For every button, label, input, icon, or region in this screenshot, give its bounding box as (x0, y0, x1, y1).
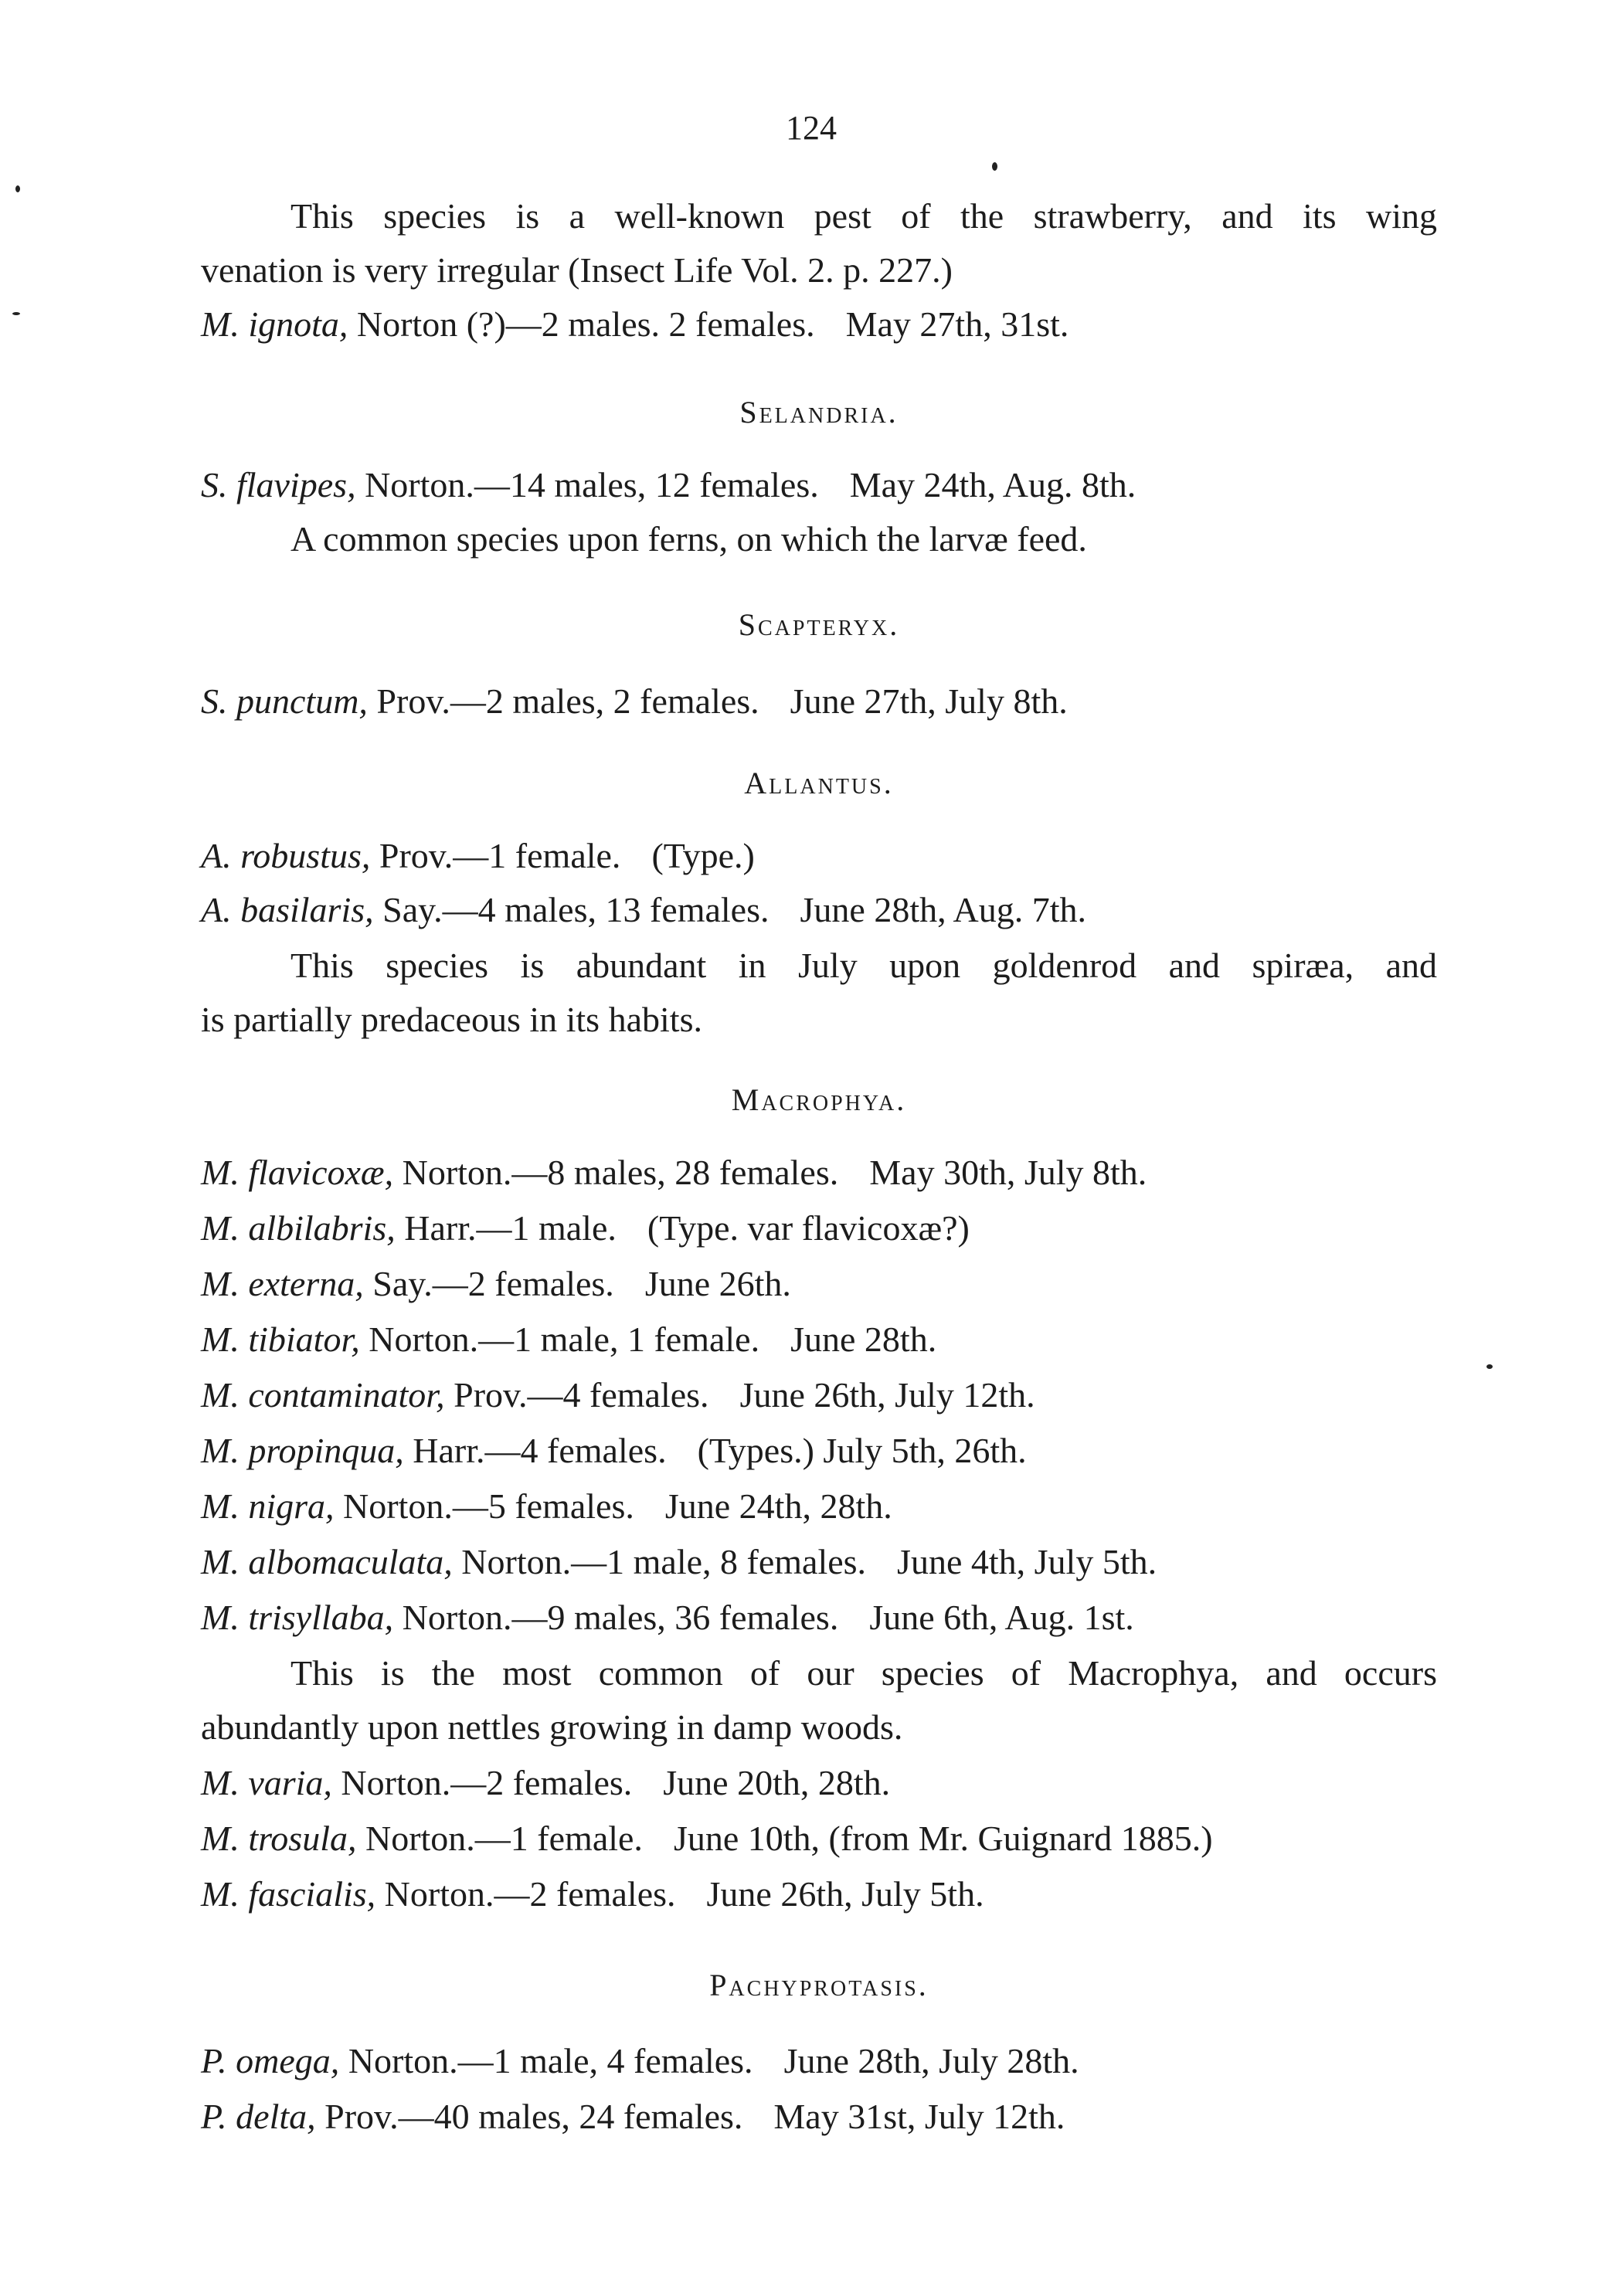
species-entry (201, 1262, 791, 1306)
species-entry (201, 303, 1069, 346)
entry-dates: May 30th, July 8th. (869, 1153, 1147, 1192)
taxon-name: M. externa, (201, 1264, 364, 1303)
entry-dates: May 27th, 31st. (845, 304, 1069, 344)
taxon-name: S. flavipes, (201, 465, 356, 504)
entry-dates: June 24th, 28th. (664, 1486, 892, 1526)
entry-count: Norton.—9 males, 36 females. (393, 1598, 839, 1637)
entry-dates: May 31st, July 12th. (773, 2097, 1065, 2136)
entry-count: Norton.—1 female. (356, 1819, 643, 1858)
species-entry (201, 1151, 1147, 1194)
paragraph-line: This species is abundant in July upon goldenrod and spiræa, and (290, 946, 1437, 985)
entry-count: Norton.—1 male, 1 female. (359, 1320, 760, 1359)
entry-count: Prov.—1 female. (370, 836, 621, 875)
scan-speck (992, 162, 997, 171)
taxon-name: M. propinqua, (201, 1431, 404, 1470)
taxon-name: S. punctum, (201, 681, 368, 721)
entry-count: Prov.—40 males, 24 females. (315, 2097, 743, 2136)
species-entry (201, 834, 755, 878)
entry-count: Norton.—5 females. (334, 1486, 634, 1526)
entry-count: Norton.—14 males, 12 females. (355, 465, 819, 504)
entry-count: Norton.—8 males, 28 females. (393, 1153, 839, 1192)
species-entry (201, 1485, 892, 1528)
entry-dates: June 6th, Aug. 1st. (869, 1598, 1134, 1637)
paragraph-line: A common species upon ferns, on which the larvæ feed. (290, 519, 1087, 559)
entry-dates: June 28th. (790, 1320, 937, 1359)
entry-count: Say.—4 males, 13 females. (373, 890, 770, 929)
taxon-name: M. ignota, (201, 304, 348, 344)
entry-count: Say.—2 females. (363, 1264, 614, 1303)
entry-dates: (Types.) July 5th, 26th. (697, 1431, 1027, 1470)
entry-dates: June 28th, Aug. 7th. (800, 890, 1087, 929)
genus-heading: Allantus. (744, 766, 894, 800)
species-entry (201, 2095, 1065, 2138)
entry-dates: June 20th, 28th. (663, 1763, 891, 1802)
taxon-name: P. omega, (201, 2041, 340, 2080)
scan-speck (1486, 1364, 1493, 1369)
taxon-name: M. albomaculata, (201, 1542, 453, 1581)
entry-count: Norton.—2 females. (331, 1763, 633, 1802)
taxon-name: M. trosula, (201, 1819, 357, 1858)
entry-count: Harr.—1 male. (395, 1208, 617, 1248)
entry-count: Prov.—2 males, 2 females. (367, 681, 759, 721)
taxon-name: M. tibiator, (201, 1320, 360, 1359)
entry-count: Norton (?)—2 males. 2 females. (348, 304, 815, 344)
entry-dates: June 26th, July 5th. (706, 1874, 984, 1914)
page-number: 124 (786, 109, 837, 147)
entry-dates: June 10th, (from Mr. Guignard 1885.) (673, 1819, 1213, 1858)
species-entry (201, 1207, 970, 1250)
species-entry (201, 1873, 984, 1916)
species-entry (201, 680, 1068, 723)
species-entry (201, 1817, 1213, 1860)
scan-speck (12, 312, 20, 315)
taxon-name: M. varia, (201, 1763, 332, 1802)
species-entry (201, 1761, 890, 1805)
species-entry (201, 2040, 1079, 2083)
entry-dates: June 26th, July 12th. (739, 1375, 1035, 1415)
entry-dates: June 27th, July 8th. (790, 681, 1068, 721)
species-entry (201, 464, 1136, 507)
paragraph-line: venation is very irregular (Insect Life Vol. 2. p. 227.) (201, 250, 953, 290)
species-entry (201, 1540, 1157, 1584)
entry-count: Harr.—4 females. (403, 1431, 667, 1470)
species-entry (201, 1318, 936, 1361)
species-entry (201, 1596, 1134, 1639)
paragraph-line: abundantly upon nettles growing in damp woods. (201, 1707, 903, 1747)
scan-speck (15, 185, 20, 192)
genus-heading: Selandria. (739, 395, 899, 430)
entry-count: Norton.—1 male, 8 females. (452, 1542, 867, 1581)
taxon-name: M. contaminator, (201, 1375, 445, 1415)
species-entry (201, 1374, 1035, 1417)
entry-dates: (Type. var flavicoxæ?) (647, 1208, 970, 1248)
species-entry (201, 888, 1086, 932)
genus-heading: Macrophya. (731, 1082, 907, 1117)
taxon-name: A. robustus, (201, 836, 371, 875)
entry-count: Prov.—4 females. (444, 1375, 709, 1415)
entry-dates: June 26th. (644, 1264, 791, 1303)
entry-count: Norton.—1 male, 4 females. (339, 2041, 753, 2080)
entry-dates: June 4th, July 5th. (897, 1542, 1157, 1581)
entry-dates: May 24th, Aug. 8th. (849, 465, 1136, 504)
genus-heading: Scapteryx. (738, 607, 900, 642)
entry-dates: (Type.) (651, 836, 755, 875)
taxon-name: P. delta, (201, 2097, 316, 2136)
taxon-name: M. trisyllaba, (201, 1598, 394, 1637)
paragraph-line: is partially predaceous in its habits. (201, 1000, 702, 1039)
paragraph-line: This is the most common of our species of Macrophya, and occurs (290, 1653, 1437, 1693)
taxon-name: M. nigra, (201, 1486, 335, 1526)
species-entry (201, 1429, 1027, 1472)
paragraph-line: This species is a well-known pest of the strawberry, and its wing (290, 196, 1437, 236)
taxon-name: A. basilaris, (201, 890, 374, 929)
taxon-name: M. albilabris, (201, 1208, 396, 1248)
entry-dates: June 28th, July 28th. (783, 2041, 1079, 2080)
genus-heading: Pachyprotasis. (709, 1968, 929, 2002)
entry-count: Norton.—2 females. (375, 1874, 676, 1914)
taxon-name: M. fascialis, (201, 1874, 376, 1914)
taxon-name: M. flavicoxæ, (201, 1153, 394, 1192)
